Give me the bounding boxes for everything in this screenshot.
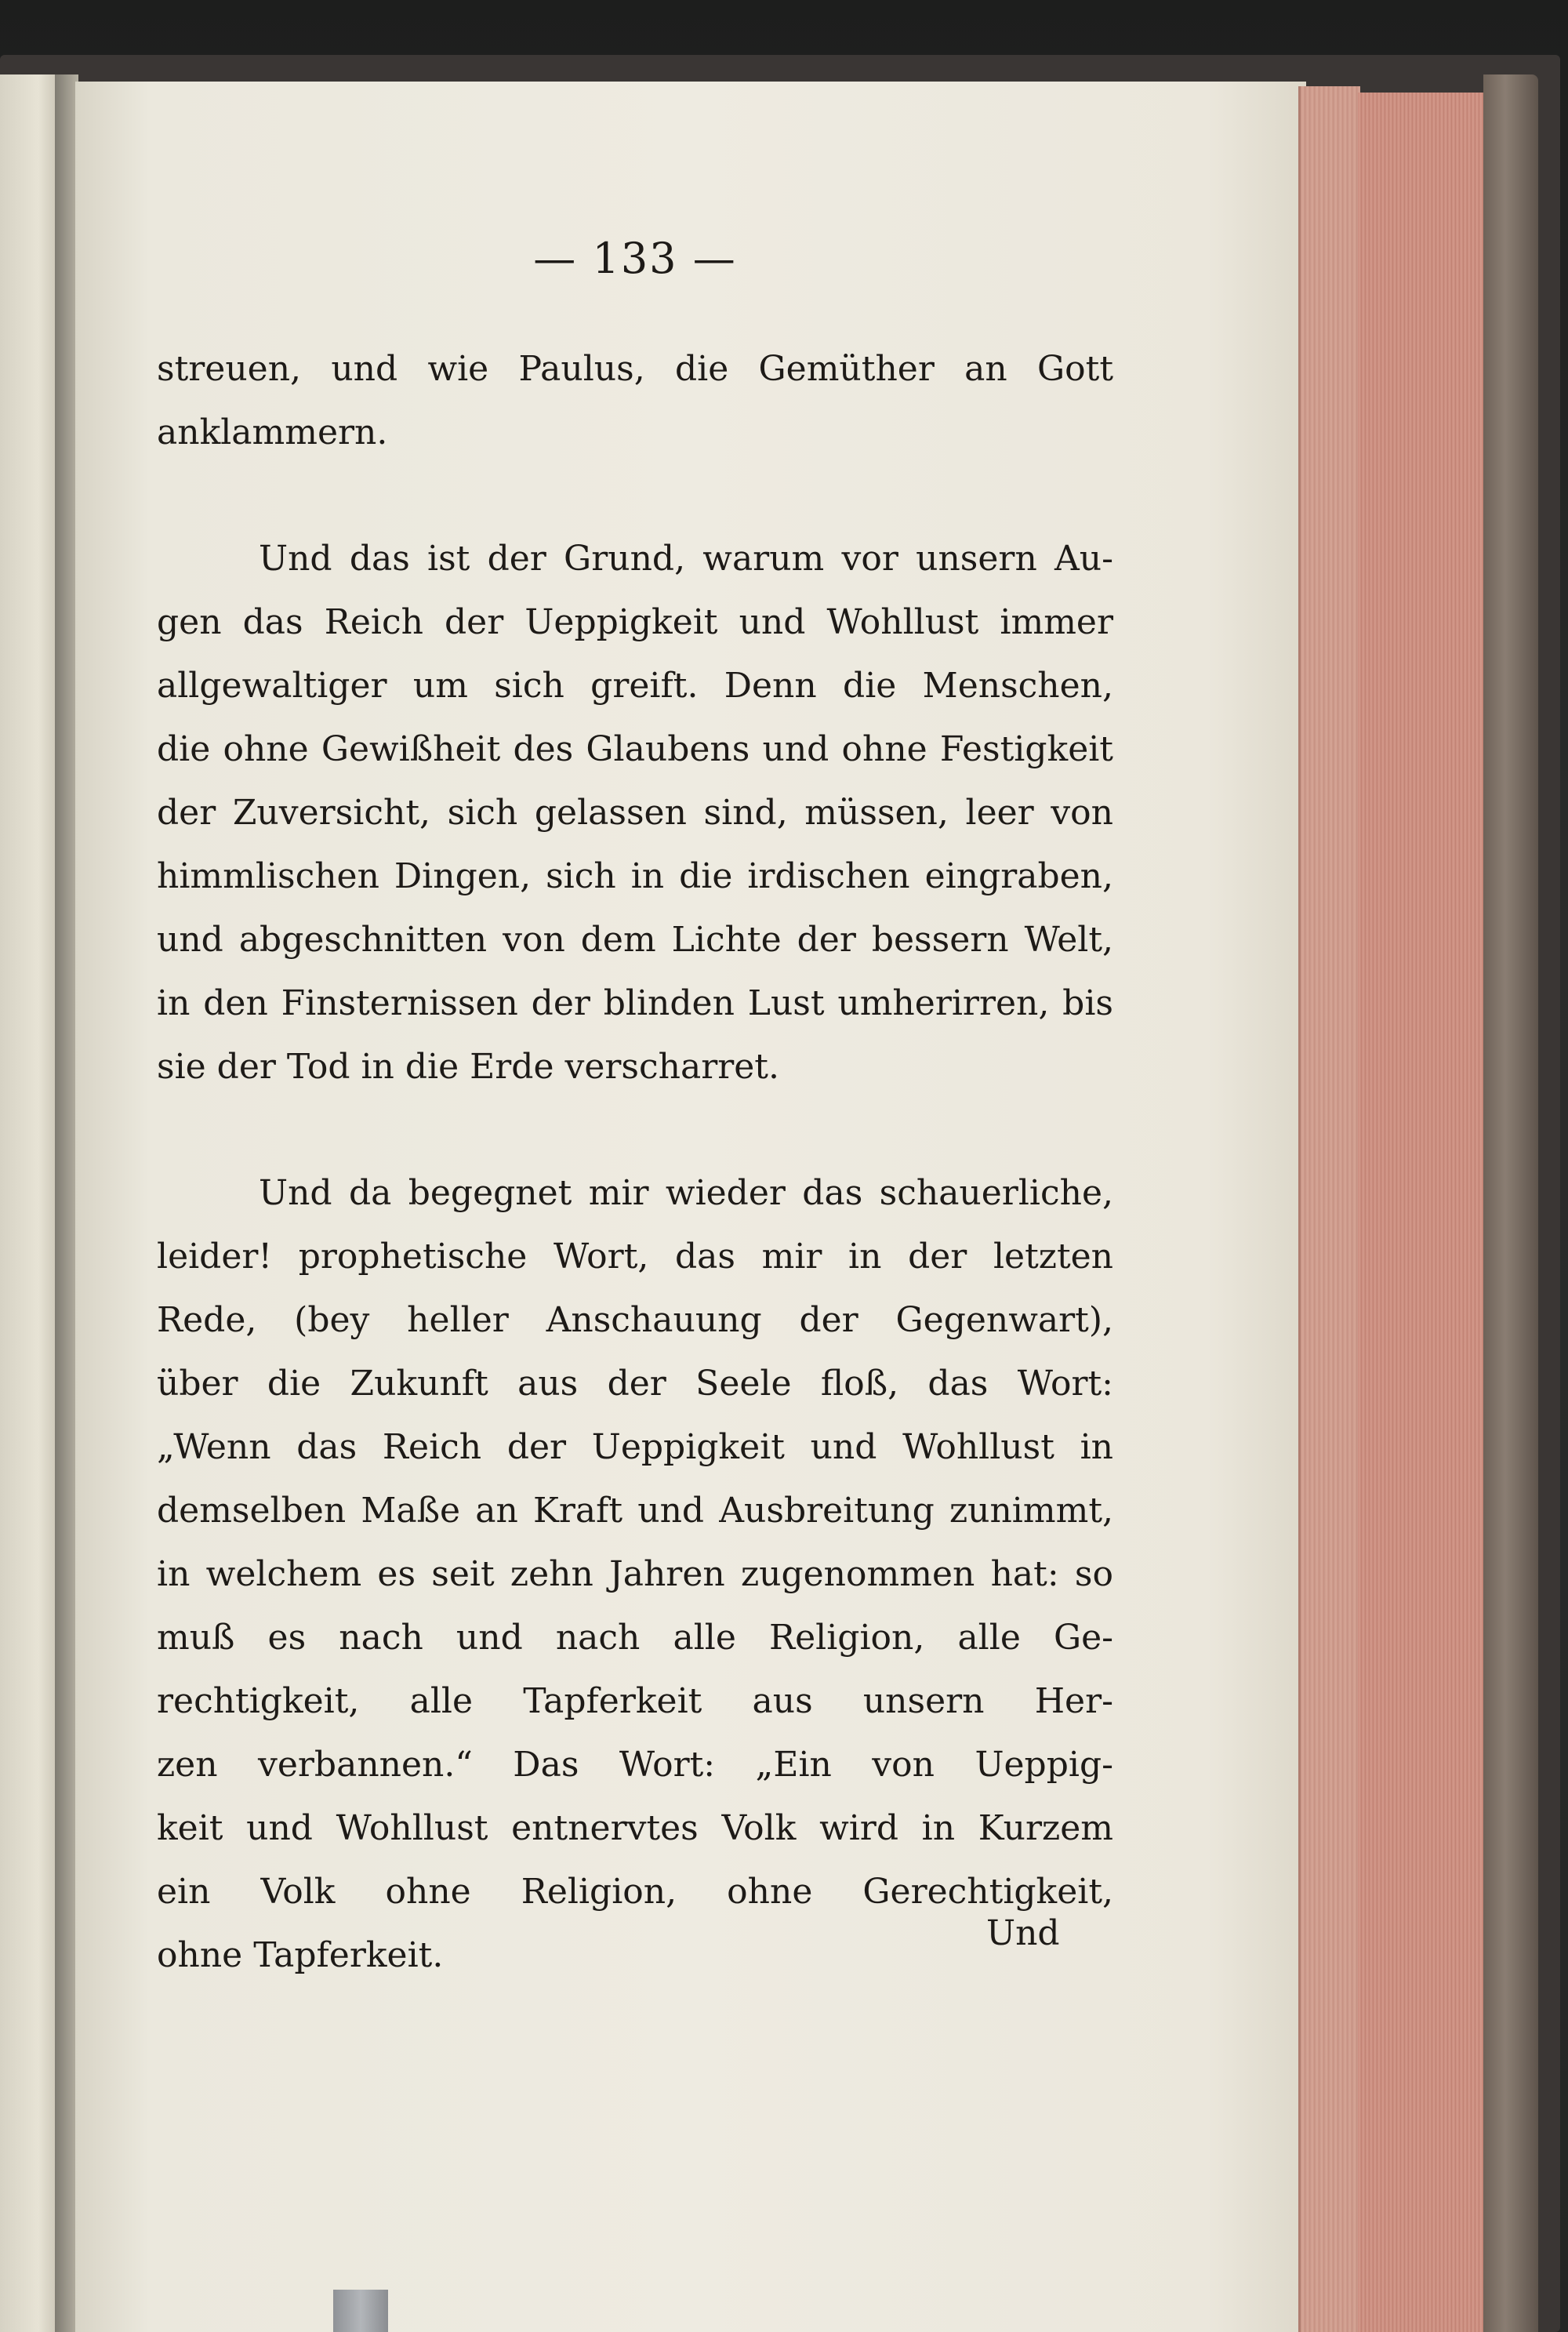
text-line: der Zuversicht, sich gelassen sind, müssen, leer von [157,793,1113,833]
page-text-block [157,337,1113,1987]
text-line: über die Zukunft aus der Seele floß, das Wort: [157,1364,1113,1404]
text-line: anklammern. [157,412,388,452]
text-line: sie der Tod in die Erde verscharret. [157,1047,779,1087]
bookmark-ribbon [333,2290,388,2332]
text-line: gen das Reich der Ueppigkeit und Wohllust immer [157,602,1113,642]
text-line: ohne Tapferkeit. [157,1935,444,1975]
text-line: muß es nach und nach alle Religion, alle Ge- [157,1618,1113,1658]
catchword: Und [986,1913,1060,1953]
text-line: in den Finsternissen der blinden Lust umherirren, bis [157,983,1113,1023]
previous-page-edge [0,74,56,2332]
text-line: Rede, (bey heller Anschauung der Gegenwart), [157,1300,1113,1340]
text-line: keit und Wohllust entnervtes Volk wird in Kurzem [157,1808,1113,1848]
text-line: Und das ist der Grund, warum vor unsern Au- [259,539,1113,579]
text-line: in welchem es seit zehn Jahren zugenommen hat: so [157,1554,1113,1594]
text-line: ein Volk ohne Religion, ohne Gerechtigkeit, [157,1872,1113,1912]
text-line: leider! prophetische Wort, das mir in der letzten [157,1237,1113,1277]
text-line: Und da begegnet mir wieder das schauerliche, [259,1173,1113,1213]
text-line: und abgeschnitten von dem Lichte der bessern Welt, [157,920,1113,960]
text-line: zen verbannen.“ Das Wort: „Ein von Ueppig- [157,1745,1113,1785]
text-line: streuen, und wie Paulus, die Gemüther an Gott [157,349,1113,389]
text-line: „Wenn das Reich der Ueppigkeit und Wohllust in [157,1427,1113,1467]
text-line: himmlischen Dingen, sich in die irdischen eingraben, [157,856,1113,896]
page-block-edge [1358,93,1483,2332]
page-fore-edge [1298,86,1360,2332]
text-line: allgewaltiger um sich greift. Denn die Menschen, [157,666,1113,706]
text-line: demselben Maße an Kraft und Ausbreitung zunimmt, [157,1491,1113,1531]
text-line: die ohne Gewißheit des Glaubens und ohne Festigkeit [157,729,1113,769]
text-line: rechtigkeit, alle Tapferkeit aus unsern Her- [157,1681,1113,1721]
page-number-line: — 133 — [533,234,737,283]
book-cover-edge [1483,74,1538,2332]
